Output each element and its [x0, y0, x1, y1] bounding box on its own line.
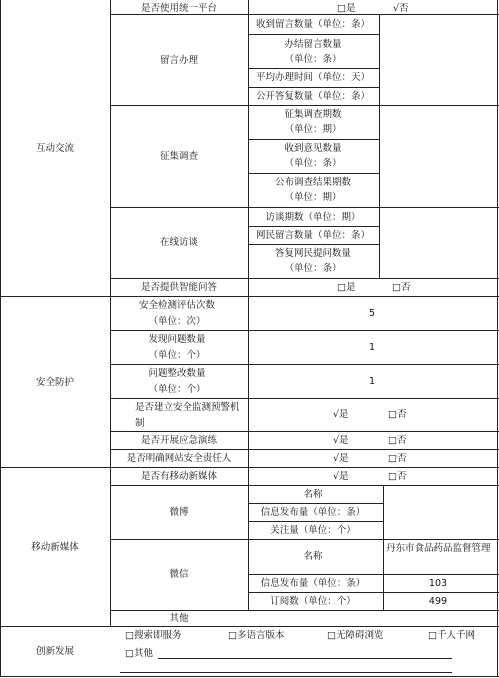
issues-fixed-unit: （单位：个） [148, 384, 206, 395]
grid-line [248, 68, 379, 69]
other-fill-underline [158, 658, 452, 659]
wechat-name-value: 丹东市食品药品监督管理 [386, 543, 491, 554]
wechat-publish-value: 103 [428, 578, 448, 589]
grid-line [248, 574, 499, 575]
grid-line [110, 105, 499, 106]
search-service-checkbox[interactable]: □搜索即服务 [125, 630, 182, 641]
survey-label: 征集调查 [159, 151, 199, 162]
unified-platform-no-checkbox[interactable]: √否 [393, 3, 409, 14]
grid-line [110, 610, 499, 611]
msg-closed-unit: （单位：条） [284, 54, 342, 65]
grid-line [0, 296, 499, 297]
grid-line [110, 539, 499, 540]
weibo-label: 微博 [169, 507, 189, 518]
survey-opinions-unit: （单位：条） [284, 158, 342, 169]
survey-opinions-label: 收到意见数量 [284, 143, 342, 154]
grid-line [248, 226, 379, 227]
section-label-mobile: 移动新媒体 [31, 542, 79, 553]
msg-public-reply-label: 公开答复数量（单位：条） [255, 91, 371, 102]
grid-line [497, 0, 498, 677]
grid-line [248, 34, 379, 35]
weibo-followers-label: 关注量（单位：个） [270, 525, 356, 536]
section-label-innovation: 创新发展 [35, 646, 75, 657]
has-mobile-yes-checkbox[interactable]: √是 [333, 471, 349, 482]
grid-line [248, 296, 249, 467]
grid-line [248, 467, 249, 610]
interview-messages-label: 网民留言数量（单位：条） [255, 230, 371, 241]
grid-line [248, 521, 383, 522]
responsible-person-no-checkbox[interactable]: □否 [388, 453, 407, 464]
has-mobile-no-checkbox[interactable]: □否 [388, 471, 407, 482]
personalized-site-checkbox[interactable]: □千人千网 [428, 630, 475, 641]
grid-line [248, 139, 379, 140]
grid-line [110, 330, 499, 331]
wechat-subscribers-value: 499 [428, 596, 448, 607]
interview-replies-label: 答复网民提问数量 [274, 248, 352, 259]
wechat-subscribers-label: 订阅数（单位：个） [270, 596, 356, 607]
multi-language-checkbox[interactable]: □多语言版本 [228, 630, 285, 641]
weibo-name-label: 名称 [303, 489, 323, 500]
grid-line [248, 87, 379, 88]
warning-mechanism-yes-checkbox[interactable]: √是 [333, 409, 349, 420]
unified-platform-label: 是否使用统一平台 [140, 3, 218, 14]
grid-line [379, 14, 380, 278]
security-tests-value: 5 [368, 308, 376, 319]
grid-line [248, 173, 379, 174]
message-handling-label: 留言办理 [159, 55, 199, 66]
grid-line [0, 676, 499, 677]
grid-line [110, 398, 499, 399]
weibo-publish-label: 信息发布量（单位：条） [260, 507, 366, 518]
grid-line [110, 278, 499, 279]
emergency-drill-no-checkbox[interactable]: □否 [388, 435, 407, 446]
issues-fixed-value: 1 [368, 376, 376, 387]
grid-line [0, 626, 499, 627]
interview-periods-label: 访谈期数（单位：期） [265, 212, 361, 223]
responsible-person-label: 是否明确网站安全责任人 [126, 453, 232, 464]
unified-platform-yes-checkbox[interactable]: □是 [337, 3, 356, 14]
other-fill-underline [120, 672, 452, 673]
emergency-drill-label: 是否开展应急演练 [140, 435, 218, 446]
grid-line [383, 539, 384, 610]
section-label-security: 安全防护 [35, 377, 75, 388]
wechat-publish-label: 信息发布量（单位：条） [260, 578, 366, 589]
grid-line [110, 364, 499, 365]
mobile-other-label: 其他 [169, 613, 189, 624]
grid-line [0, 0, 1, 677]
grid-line [248, 244, 379, 245]
survey-periods-unit: （单位：期） [284, 124, 342, 135]
wechat-label: 微信 [169, 569, 189, 580]
smart-qa-yes-checkbox[interactable]: □是 [337, 282, 356, 293]
accessibility-checkbox[interactable]: □无障碍浏览 [327, 630, 384, 641]
survey-results-label: 公布调查结果期数 [274, 177, 352, 188]
interview-replies-unit: （单位：条） [284, 263, 342, 274]
online-interview-label: 在线访谈 [159, 237, 199, 248]
grid-line [248, 0, 249, 296]
grid-line [110, 207, 499, 208]
emergency-drill-yes-checkbox[interactable]: √是 [333, 435, 349, 446]
innovation-other-checkbox[interactable]: □其他 [125, 648, 153, 659]
smart-qa-no-checkbox[interactable]: □否 [392, 282, 411, 293]
issues-found-unit: （单位：个） [148, 350, 206, 361]
msg-avg-time-label: 平均办理时间（单位：天） [255, 72, 371, 83]
msg-closed-label: 办结留言数量 [284, 39, 342, 50]
issues-found-value: 1 [368, 342, 376, 353]
issues-found-label: 发现问题数量 [148, 334, 206, 345]
wechat-name-label: 名称 [303, 551, 323, 562]
grid-line [383, 485, 384, 539]
security-tests-unit: （单位：次） [148, 316, 206, 327]
section-label-interaction: 互动交流 [35, 143, 75, 154]
survey-results-unit: （单位：期） [284, 192, 342, 203]
smart-qa-label: 是否提供智能问答 [140, 282, 218, 293]
responsible-person-yes-checkbox[interactable]: √是 [333, 453, 349, 464]
grid-line [110, 0, 111, 626]
grid-line [110, 485, 499, 486]
security-tests-label: 安全检测评估次数 [138, 300, 216, 311]
warning-mechanism-label: 是否建立安全监测预警机制 [135, 402, 240, 429]
grid-line [248, 592, 499, 593]
grid-line [0, 467, 499, 468]
grid-line [110, 449, 499, 450]
grid-line [248, 503, 383, 504]
survey-periods-label: 征集调查期数 [284, 109, 342, 120]
msg-received-label: 收到留言数量（单位：条） [255, 19, 371, 30]
has-mobile-label: 是否有移动新媒体 [140, 471, 218, 482]
warning-mechanism-no-checkbox[interactable]: □否 [388, 409, 407, 420]
issues-fixed-label: 问题整改数量 [148, 368, 206, 379]
